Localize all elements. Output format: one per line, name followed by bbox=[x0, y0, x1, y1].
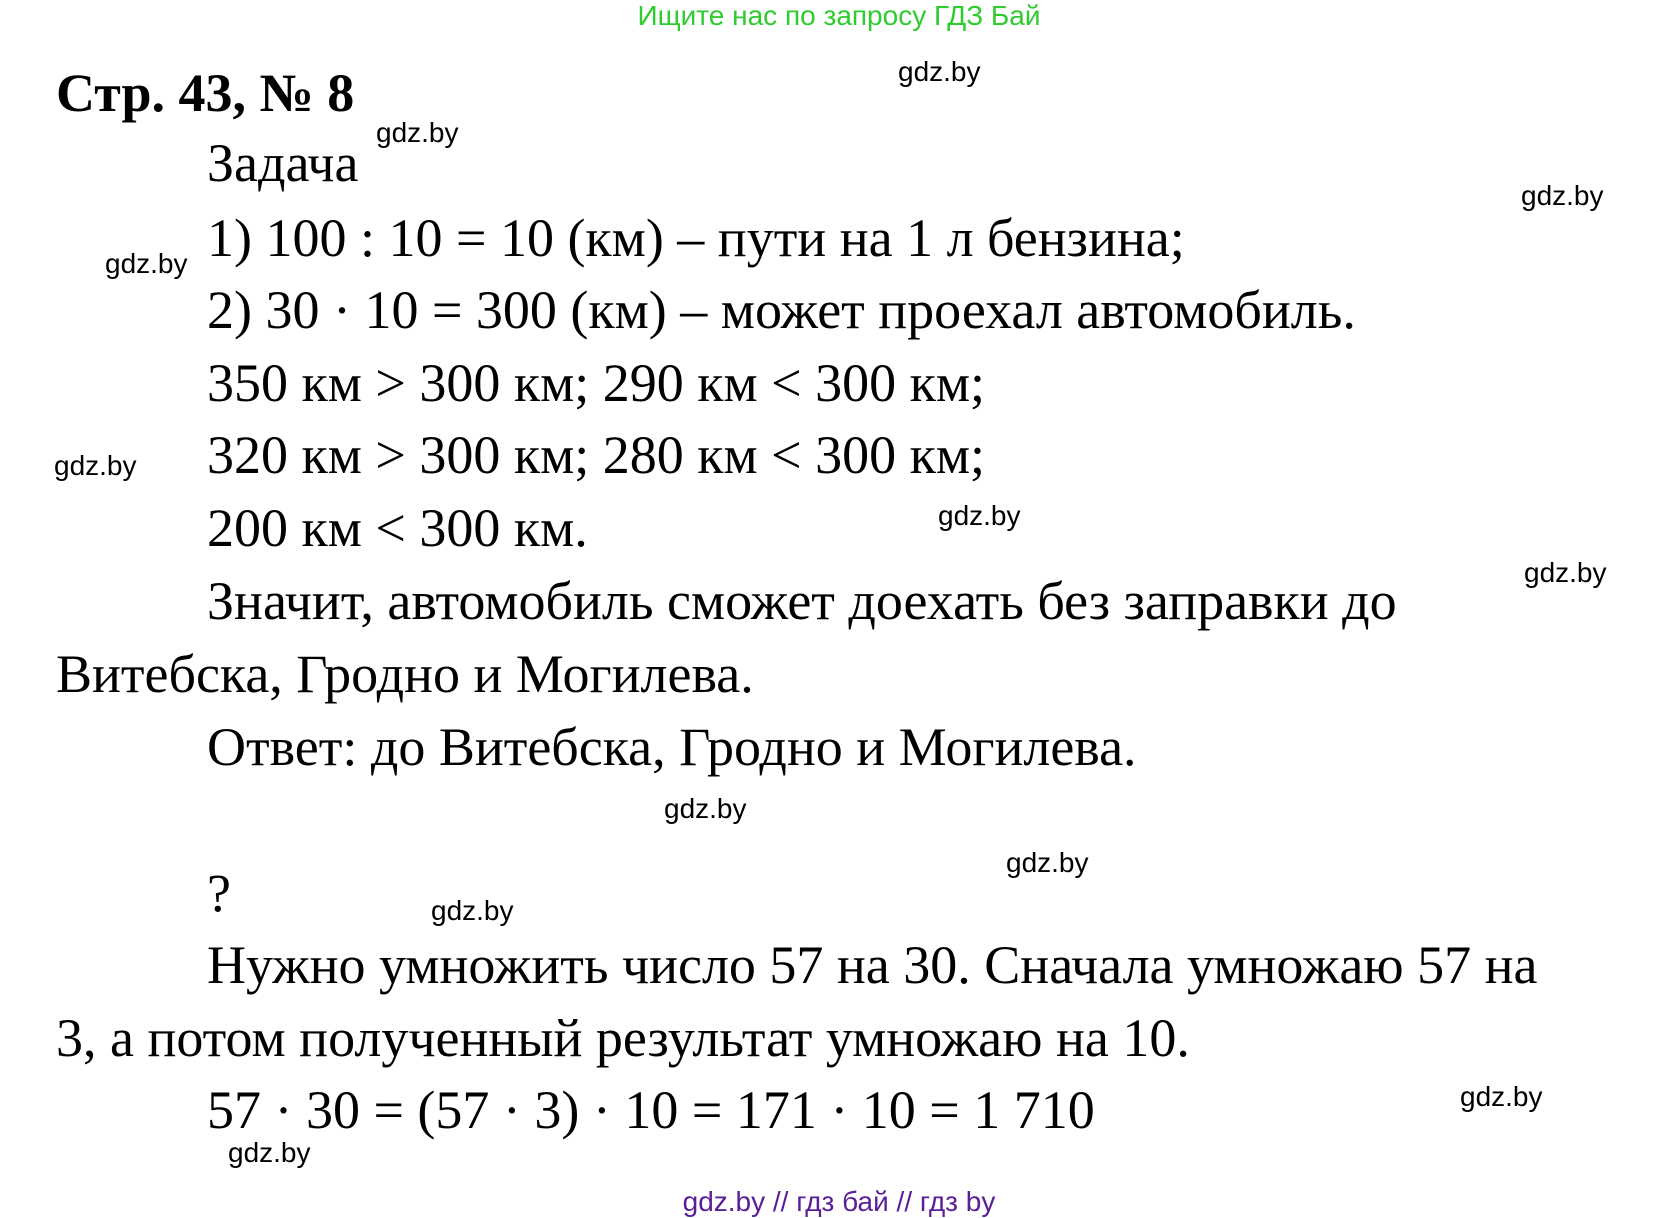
watermark: gdz.by bbox=[54, 450, 137, 481]
explanation-line: 3, а потом полученный результат умножаю на 10. bbox=[56, 1008, 1190, 1068]
comparison-line: 320 км > 300 км; 280 км < 300 км; bbox=[207, 425, 986, 485]
page-title: Стр. 43, № 8 bbox=[56, 63, 355, 123]
watermark: gdz.by bbox=[228, 1137, 311, 1168]
question-mark: ? bbox=[207, 863, 231, 923]
task-heading: Задача bbox=[207, 133, 359, 193]
search-banner: Ищите нас по запросу ГДЗ Бай bbox=[637, 0, 1041, 31]
comparison-line: 350 км > 300 км; 290 км < 300 км; bbox=[207, 353, 986, 413]
calculation-line: 57 · 30 = (57 · 3) · 10 = 171 · 10 = 1 710 bbox=[207, 1080, 1095, 1140]
watermark: gdz.by bbox=[376, 117, 459, 148]
watermark: gdz.by bbox=[431, 895, 514, 926]
conclusion-line: Значит, автомобиль сможет доехать без заправки до bbox=[207, 571, 1397, 631]
solution-line: 2) 30 · 10 = 300 (км) – может проехал автомобиль. bbox=[207, 280, 1356, 340]
answer-line: Ответ: до Витебска, Гродно и Могилева. bbox=[207, 717, 1137, 777]
watermark: gdz.by bbox=[898, 56, 981, 87]
watermark: gdz.by bbox=[1006, 847, 1089, 878]
footer-links: gdz.by // гдз бай // гдз by bbox=[682, 1186, 996, 1217]
watermark: gdz.by bbox=[1460, 1081, 1543, 1112]
comparison-line: 200 км < 300 км. bbox=[207, 498, 588, 558]
watermark: gdz.by bbox=[664, 793, 747, 824]
watermark: gdz.by bbox=[105, 248, 188, 279]
watermark: gdz.by bbox=[938, 500, 1021, 531]
watermark: gdz.by bbox=[1521, 180, 1604, 211]
solution-line: 1) 100 : 10 = 10 (км) – пути на 1 л бензина; bbox=[207, 208, 1185, 268]
conclusion-line: Витебска, Гродно и Могилева. bbox=[56, 644, 754, 704]
explanation-line: Нужно умножить число 57 на 30. Сначала умножаю 57 на bbox=[207, 935, 1538, 995]
watermark: gdz.by bbox=[1524, 557, 1607, 588]
